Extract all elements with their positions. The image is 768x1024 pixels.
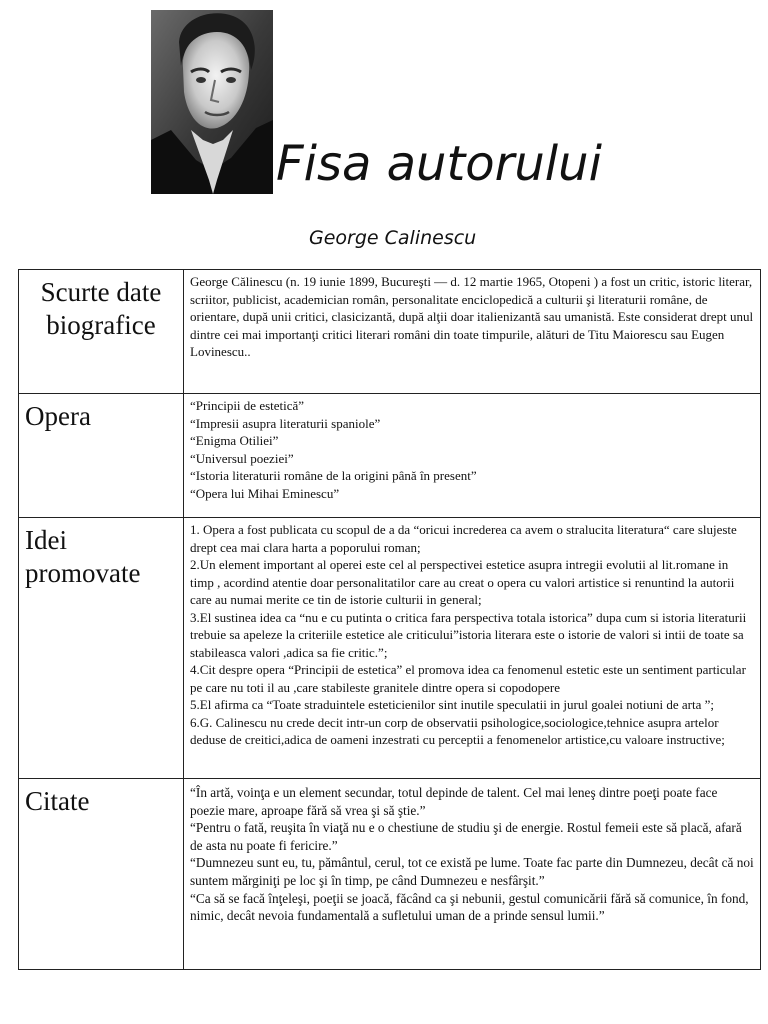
row-label-cell bbox=[19, 779, 184, 970]
work-item: “Istoria literaturii române de la origini până în present” bbox=[190, 468, 477, 483]
biography-text: George Călinescu (n. 19 iunie 1899, Bucureşti — d. 12 martie 1965, Otopeni ) a fost un critic, istoric literar, scriitor, publicist, academician român, personalitate enciclopedică a culturii şi literaturii române, de orientare, după unii critici, clasicizantă, după alţii doar italienizantă sau umanistă. Este considerat drept unul dintre cei mai importanţi critici literari români din toate timpurile, alături de Titu Maiorescu sau Eugen Lovinescu.. bbox=[190, 274, 754, 359]
section-label-quotes: Citate bbox=[25, 786, 90, 816]
row-label-cell bbox=[19, 518, 184, 779]
row-content-cell bbox=[184, 394, 761, 518]
document-title: Fisa autorului bbox=[276, 136, 602, 192]
author-photo bbox=[151, 10, 273, 194]
table-row-biography bbox=[19, 270, 761, 394]
work-item: “Opera lui Mihai Eminescu” bbox=[190, 485, 340, 501]
row-label-cell bbox=[19, 394, 184, 518]
work-item: “Universul poeziei” bbox=[190, 450, 294, 466]
section-label-ideas: Idei promovate bbox=[25, 525, 141, 589]
section-label-biography: Scurte date biografice bbox=[40, 277, 162, 341]
row-content-cell bbox=[184, 779, 761, 970]
table-row-works bbox=[19, 394, 761, 518]
author-portrait bbox=[151, 10, 273, 194]
section-label-works: Opera bbox=[25, 401, 91, 431]
table-row-ideas bbox=[19, 518, 761, 779]
idea-item: 4.Cit despre opera “Principii de estetica” el promova idea ca fenomenul estetic este un sentiment particular pe care nu toti il au ,care stabileste granitele dintre opera si copodopere bbox=[190, 662, 746, 695]
quote-item: “Ca să se facă înţeleşi, poeţii se joacă, făcând ca şi nebunii, gestul comunicării fără să comunice, în fond, nimic, decât nevoia fundamentală a sufletului uman de a prinde sensul lumii.” bbox=[190, 890, 749, 924]
idea-item: 3.El sustinea idea ca “nu e cu putinta o critica fara perspectiva totala istorica” dupa cum si istoria literaturii trebuie sa apeleze la criteriile estetice ale criticului”istoria literara este o istorie de valori si intii de toate sa stabileasca valori ,adica sa fie critic.”; bbox=[190, 609, 747, 660]
idea-item: 6.G. Calinescu nu crede decit intr-un corp de observatii psihologice,sociologice,tehnice asupra artelor deduse de creitici,adica de oameni inzestrati cu perceptii a fenomenelor artistice,cu valoare instructive; bbox=[190, 714, 725, 747]
row-content-cell bbox=[184, 270, 761, 394]
work-item: “Principii de estetică” bbox=[190, 398, 305, 413]
author-sheet-table bbox=[18, 269, 761, 970]
work-item: “Enigma Otiliei” bbox=[190, 433, 279, 448]
author-name: George Calinescu bbox=[309, 227, 477, 249]
idea-item: 2.Un element important al operei este cel al perspectivei estetice asupra intregii evolutii al lit.romane in timp , acordind atentie doar personalitatilor care au creat o opera cu valori artistice si renuntind la autorii care au numai merite ce tin de istorie culturii in general; bbox=[190, 557, 735, 607]
row-label-cell bbox=[19, 270, 184, 394]
row-content-cell bbox=[184, 518, 761, 779]
table-row-quotes bbox=[19, 779, 761, 970]
quote-item: “Dumnezeu sunt eu, tu, pământul, cerul, tot ce există pe lume. Toate fac parte din Dumnezeu, decât că noi suntem mărginiţi pe loc şi în timp, pe când Dumnezeu e nesfârşit.” bbox=[190, 855, 754, 888]
quote-item: “Pentru o fată, reuşita în viaţă nu e o chestiune de studiu şi de energie. Rostul femeii este să placă, afară de asta nu poate fi fericire.” bbox=[190, 820, 742, 853]
work-item: “Impresii asupra literaturii spaniole” bbox=[190, 415, 381, 431]
idea-item: 1. Opera a fost publicata cu scopul de a da “oricui increderea ca avem o stralucita literatura“ care slujeste drept cea mai clara harta a poporului roman; bbox=[190, 522, 737, 555]
idea-item: 5.El afirma ca “Toate straduintele esteticienilor sint inutile speculatii in jurul goalei notiuni de arta ”; bbox=[190, 697, 714, 712]
quote-item: “În artă, voinţa e un element secundar, totul depinde de talent. Cel mai leneş dintre poeţi poate face poezie mare, aproape fără să vrea şi să ştie.” bbox=[190, 785, 718, 818]
